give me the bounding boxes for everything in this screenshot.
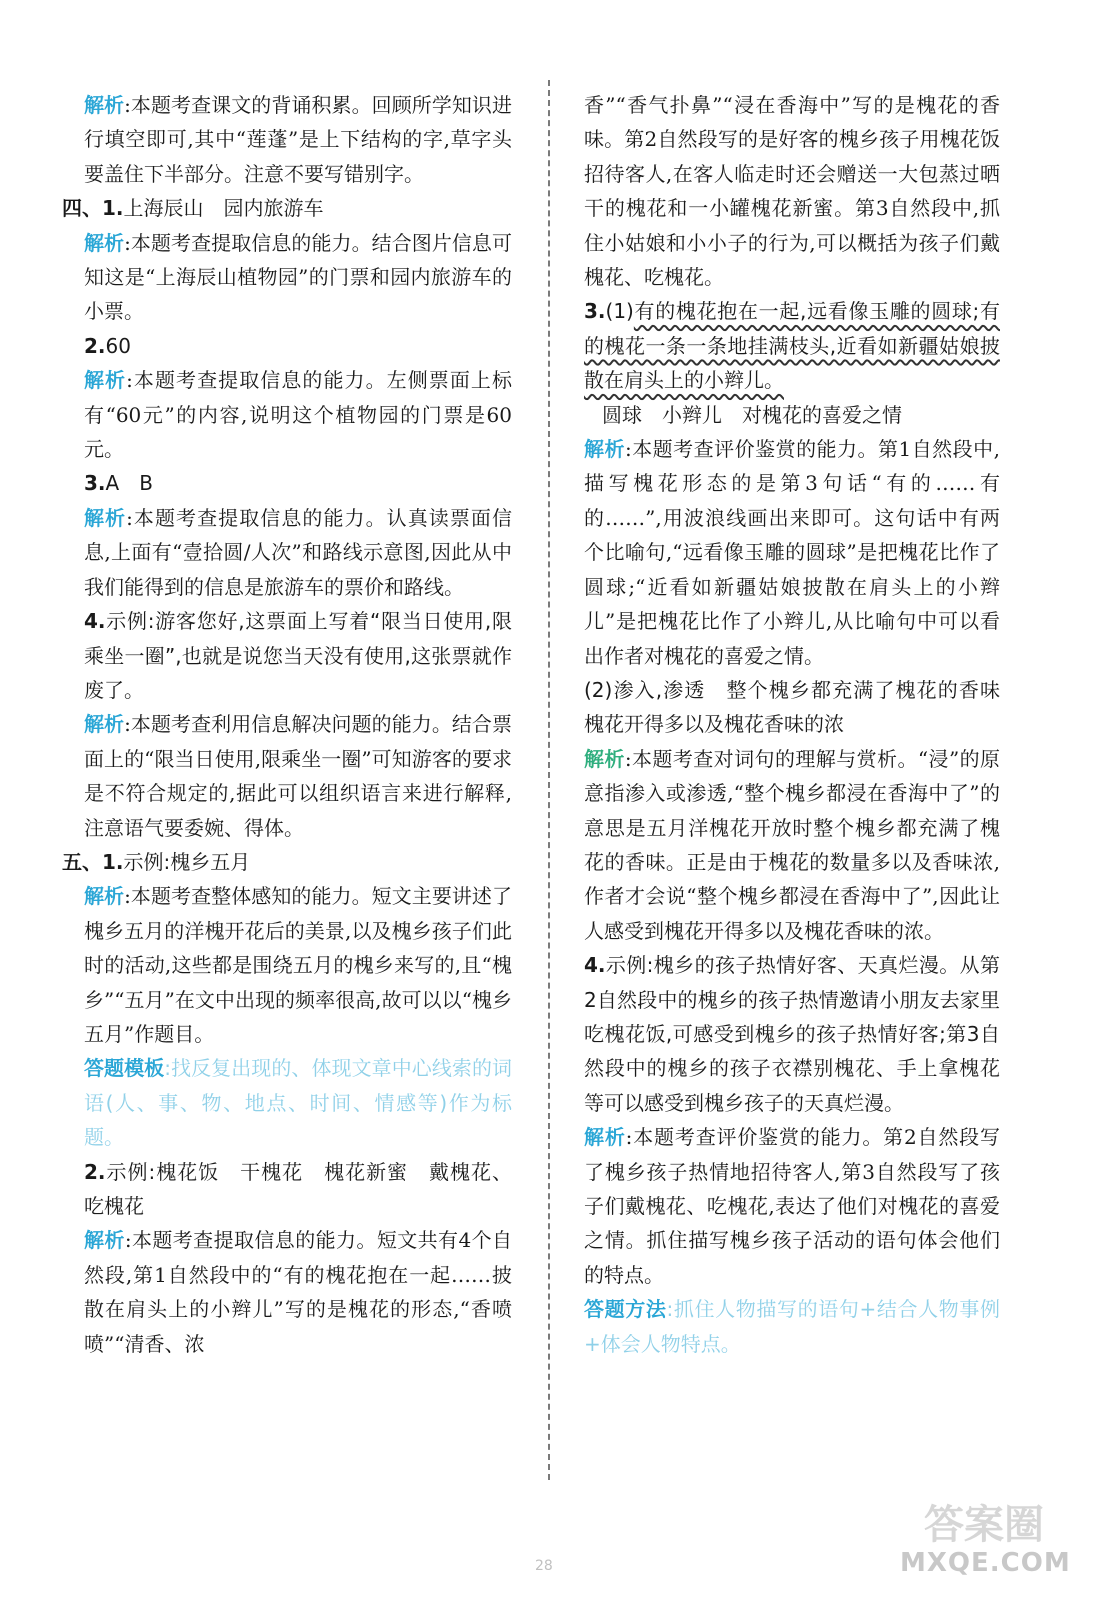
sec5-q1-analysis: 解析:本题考查整体感知的能力。短文主要讲述了槐乡五月的洋槐开花后的美景,以及槐乡孩子们此时的活动,这些都是围绕五月的槐乡来写的,且“槐乡”“五月”在文中出现的频率很高,故可以以“槐乡五月”作题目。 [84, 884, 512, 1046]
q3-part1-answer: 圆球 小辫儿 对槐花的喜爱之情 [602, 402, 902, 427]
sec4-q1-analysis: 解析:本题考查提取信息的能力。结合图片信息可知这是“上海辰山植物园”的门票和园内旅游车的小票。 [84, 230, 512, 324]
left-column [62, 88, 512, 1361]
q4-answer: 4.示例:槐乡的孩子热情好客、天真烂漫。从第2自然段中的槐乡的孩子热情邀请小朋友去家里吃槐花饭,可感受到槐乡的孩子热情好客;第3自然段中的槐乡的孩子衣襟别槐花、手上拿槐花等可以感受到槐乡孩子的天真烂漫。 [584, 953, 1000, 1115]
continued-analysis: 香”“香气扑鼻”“浸在香海中”写的是槐花的香味。第2自然段写的是好客的槐乡孩子用槐花饭招待客人,在客人临走时还会赠送一大包蒸过晒干的槐花和一小罐槐花新蜜。第3自然段中,抓住小姑娘和小小子的行为,可以概括为孩子们戴槐花、吃槐花。 [584, 93, 1000, 290]
sec4-q2-analysis: 解析:本题考查提取信息的能力。左侧票面上标有“60元”的内容,说明这个植物园的门票是60元。 [84, 368, 512, 462]
q4-method: 答题方法:抓住人物描写的语句+结合人物事例+体会人物特点。 [584, 1297, 1000, 1356]
column-divider [548, 80, 550, 1480]
q4-analysis: 解析:本题考查评价鉴赏的能力。第2自然段写了槐乡孩子热情地招待客人,第3自然段写了孩子们戴槐花、吃槐花,表达了他们对槐花的喜爱之情。抓住描写槐乡孩子活动的语句体会他们的特点。 [584, 1125, 1000, 1287]
analysis-tag: 解析 [84, 93, 125, 117]
svg-text:答案圈: 答案圈 [924, 1502, 1044, 1548]
sec5-q1-template: 答题模板:找反复出现的、体现文章中心线索的词语(人、事、物、地点、时间、情感等)作为标题。 [84, 1056, 512, 1150]
sec5-q2: 2.示例:槐花饭 干槐花 槐花新蜜 戴槐花、吃槐花 [84, 1159, 512, 1218]
section-label: 四、 [62, 196, 102, 221]
page-number: 28 [535, 1558, 553, 1574]
analysis-p1: 解析:本题考查课文的背诵积累。回顾所学知识进行填空即可,其中“莲蓬”是上下结构的字,草字头要盖住下半部分。注意不要写错别字。 [84, 93, 512, 186]
q3-part1: 3.(1)有的槐花抱在一起,远看像玉雕的圆球;有的槐花一条一条地挂满枝头,近看如新疆姑娘披散在肩头上的小辫儿。 [584, 299, 1000, 393]
q3-analysis1: 解析:本题考查评价鉴赏的能力。第1自然段中,描写槐花形态的是第3句话“有的……有的……”,用波浪线画出来即可。这句话中有两个比喻句,“远看像玉雕的圆球”是把槐花比作了圆球;“近看如新疆姑娘披散在肩头上的小辫儿”是把槐花比作了小辫儿,从比喻句中可以看出作者对槐花的喜爱之情。 [584, 437, 1000, 668]
wavy-underlined-sentence: 有的槐花抱在一起,远看像玉雕的圆球;有的槐花一条一条地挂满枝头,近看如新疆姑娘披散在肩头上的小辫儿。 [584, 299, 1000, 393]
watermark-text: MXQE.COM [900, 1548, 1071, 1578]
sec4-q1: 四、1.上海辰山 园内旅游车 [62, 196, 324, 221]
sec4-q2: 2.60 [84, 333, 131, 358]
sec4-q3: 3.A B [84, 471, 153, 496]
sec4-q4-analysis: 解析:本题考查利用信息解决问题的能力。结合票面上的“限当日使用,限乘坐一圈”可知游客的要求是不符合规定的,据此可以组织语言来进行解释,注意语气要委婉、得体。 [84, 712, 512, 840]
q3-part2: (2)渗入,渗透 整个槐乡都充满了槐花的香味 槐花开得多以及槐花香味的浓 [584, 677, 1020, 737]
section-label: 五、 [62, 849, 102, 874]
sec5-q2-analysis: 解析:本题考查提取信息的能力。短文共有4个自然段,第1自然段中的“有的槐花抱在一起……披散在肩头上的小辫儿”写的是槐花的形态,“香喷喷”“清香、浓 [84, 1228, 512, 1356]
sec5-q1: 五、1.示例:槐乡五月 [62, 849, 251, 874]
q3-analysis2: 解析:本题考查对词句的理解与赏析。“浸”的原意指渗入或渗透,“整个槐乡都浸在香海中了”的意思是五月洋槐花开放时整个槐乡都充满了槐花的香味。正是由于槐花的数量多以及香味浓,作者才会说“整个槐乡都浸在香海中了”,因此让人感受到槐花开得多以及槐花香味的浓。 [584, 746, 1001, 943]
right-column [584, 88, 1020, 1361]
sec4-q3-analysis: 解析:本题考查提取信息的能力。认真读票面信息,上面有“壹拾圆/人次”和路线示意图,因此从中我们能得到的信息是旅游车的票价和路线。 [84, 505, 512, 599]
sec4-q4: 4.示例:游客您好,这票面上写着“限当日使用,限乘坐一圈”,也就是说您当天没有使用,这张票就作废了。 [84, 609, 512, 702]
